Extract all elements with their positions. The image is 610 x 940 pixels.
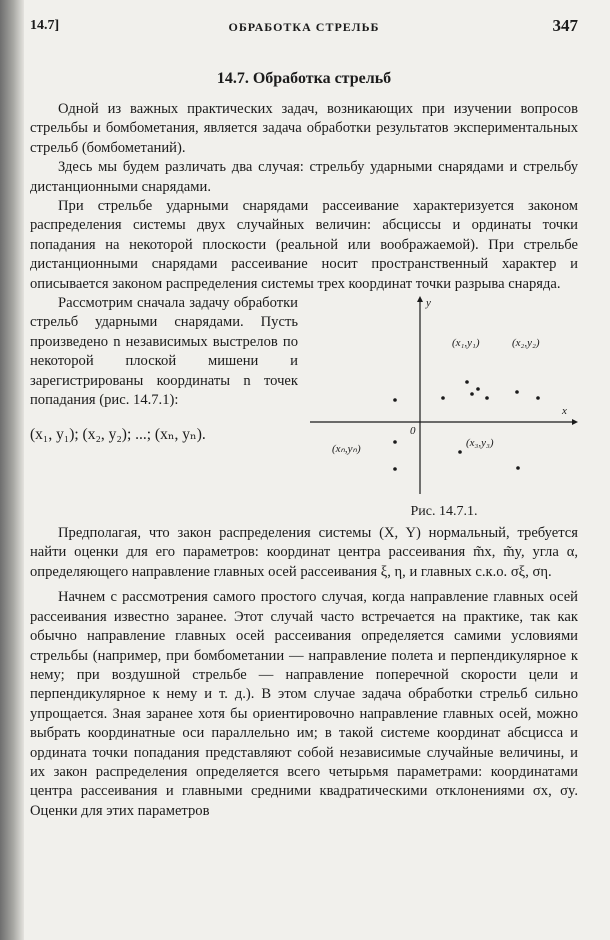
y-axis-label: y	[426, 297, 431, 310]
x-axis-label: x	[562, 405, 567, 418]
page-header	[30, 14, 578, 42]
scatter-point	[515, 390, 519, 394]
section-number-header: 14.7]	[30, 18, 60, 33]
scatter-point	[458, 450, 462, 454]
point-label: (x₂,y₂)	[512, 337, 540, 350]
scatter-point	[393, 440, 397, 444]
scatter-point	[536, 396, 540, 400]
y-axis-arrow	[417, 296, 423, 302]
point-label: (x₃,y₃)	[466, 437, 494, 450]
book-spine-shadow	[0, 0, 24, 940]
scatter-point	[393, 398, 397, 402]
document-page	[30, 14, 578, 929]
origin-label: 0	[410, 425, 416, 438]
running-title: ОБРАБОТКА СТРЕЛЬБ	[228, 20, 380, 34]
point-label: (x₁,y₁)	[452, 337, 480, 350]
scatter-point	[516, 466, 520, 470]
scatter-figure	[310, 294, 578, 494]
point-label: (xₙ,yₙ)	[332, 443, 361, 456]
scatter-point	[470, 392, 474, 396]
formula: (x₁, y₁); (x₂, y₂); ...; (xₙ, yₙ).	[30, 425, 206, 443]
scatter-point	[465, 380, 469, 384]
scatter-point	[476, 387, 480, 391]
continuation	[30, 524, 578, 821]
paragraph: Начнем с рассмотрения самого простого случая, когда направление главных осей рассеивания известно заранее. Этот случай часто встречается на практике, так как обычно направление главных осей рассеивания определяется самими условиями стрельбы (например, при бомбометании — направление полета и перпендикулярное к нему; при воздушной стрельбе — направление поперечной скорости цели и перпендикулярное к нему и т. д.). В этом случае задача обработки стрельб сильно упрощается. Зная заранее хотя бы ориентировочно направление главных осей, можно выбрать координатные оси параллельно им; в такой системе координат абсцисса и ордината точки попадания представляют собой независимые случайные величины, и их закон распределения определяется всего четырьмя параметрами: координатами центра рассеивания и главными средними квадратическими отклонениями σx, σy. Оценки для этих параметров	[30, 589, 578, 819]
paragraph: Рассмотрим сначала задачу обработки стрельб ударными снарядами. Пусть произведено n независимых выстрелов по некоторой плоской мишени и зарегистрированы координаты n точек попадания (рис. 14.7.1):	[30, 295, 298, 409]
figure-caption: Рис. 14.7.1.	[410, 504, 478, 520]
paragraph: При стрельбе ударными снарядами рассеивание характеризуется законом распределения системы двух случайных величин: абсциссы и ординаты точки попадания на некоторой плоскости (реальной или воображаемой). При стрельбе дистанционными снарядами рассеивание носит пространственный характер и описывается законом распределения системы трех координат точки разрыва снаряда.	[30, 198, 578, 292]
paragraph: Предполагая, что закон распределения системы (X, Y) нормальный, требуется найти оценки для его параметров: координат центра рассеивания m̃x, m̃y, угла α, определяющего направление главных осей рассеивания ξ, η, и главных с.к.о. σξ, ση.	[30, 525, 578, 580]
figure-14-7-1	[310, 294, 578, 520]
scatter-point	[441, 396, 445, 400]
section-title: 14.7. Обработка стрельб	[216, 70, 392, 87]
x-axis-arrow	[572, 419, 578, 425]
scatter-point	[393, 467, 397, 471]
scatter-point	[485, 396, 489, 400]
page-number: 347	[552, 16, 578, 35]
paragraph: Одной из важных практических задач, возникающих при изучении вопросов стрельбы и бомбометания, является задача обработки результатов экспериментальных стрельб (бомбометаний).	[30, 101, 578, 156]
paragraph: Здесь мы будем различать два случая: стрельбу ударными снарядами и стрельбу дистанционными снарядами.	[30, 159, 578, 195]
